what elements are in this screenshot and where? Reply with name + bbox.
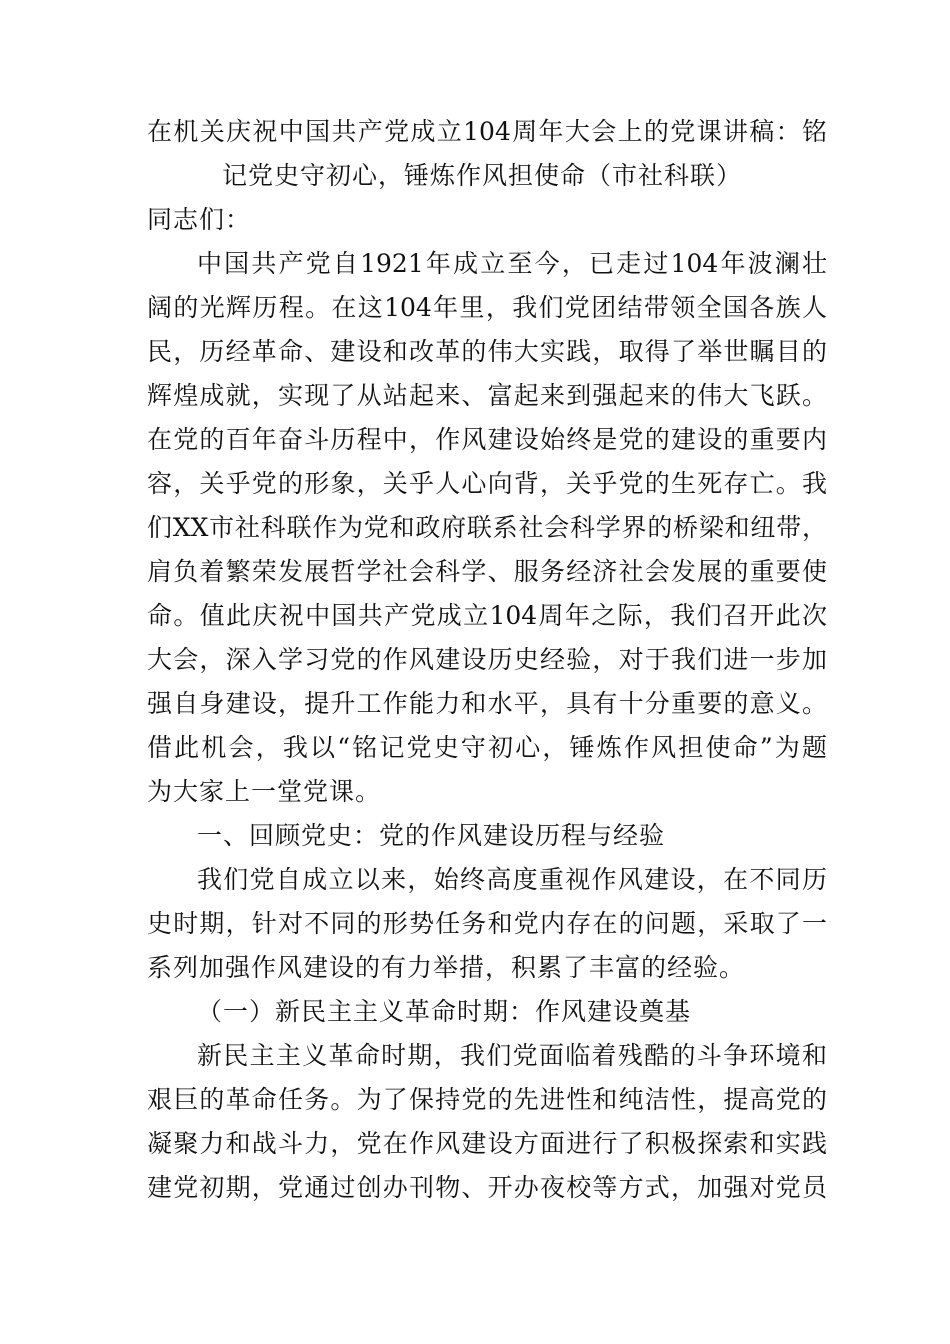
section-heading-1: 一、回顾党史：党的作风建设历程与经验 bbox=[197, 821, 666, 850]
paragraph-line: 新民主主义革命时期，我们党面临着残酷的斗争环境和 bbox=[197, 1041, 827, 1070]
paragraph-line: 强自身建设，提升工作能力和水平，具有十分重要的意义。 bbox=[147, 689, 827, 718]
paragraph-line: 在党的百年奋斗历程中，作风建设始终是党的建设的重要内 bbox=[147, 425, 827, 454]
paragraph-line: 借此机会，我以“铭记党史守初心，锤炼作风担使命”为题 bbox=[147, 733, 827, 762]
paragraph-line: 民，历经革命、建设和改革的伟大实践，取得了举世瞩目的 bbox=[147, 337, 827, 366]
paragraph-line: 阔的光辉历程。在这104年里，我们党团结带领全国各族人 bbox=[147, 293, 827, 322]
paragraph-line: 艰巨的革命任务。为了保持党的先进性和纯洁性，提高党的 bbox=[147, 1085, 827, 1114]
paragraph-line: 凝聚力和战斗力，党在作风建设方面进行了积极探索和实践 bbox=[147, 1129, 827, 1158]
paragraph-line: 容，关乎党的形象，关乎人心向背，关乎党的生死存亡。我 bbox=[147, 469, 827, 498]
paragraph-line: 建党初期，党通过创办刊物、开办夜校等方式，加强对党员 bbox=[147, 1173, 827, 1202]
paragraph-line: 为大家上一堂党课。 bbox=[147, 777, 382, 806]
subsection-heading-1: （一）新民主主义革命时期：作风建设奠基 bbox=[197, 997, 692, 1026]
paragraph-line: 们XX市社科联作为党和政府联系社会科学界的桥梁和纽带， bbox=[147, 513, 827, 542]
paragraph-line: 史时期，针对不同的形势任务和党内存在的问题，采取了一 bbox=[147, 909, 827, 938]
paragraph-line: 中国共产党自1921年成立至今，已走过104年波澜壮 bbox=[197, 249, 827, 278]
paragraph-line: 系列加强作风建设的有力举措，积累了丰富的经验。 bbox=[147, 953, 746, 982]
document-title-line-2: 记党史守初心，锤炼作风担使命（市社科联） bbox=[222, 161, 743, 190]
salutation: 同志们： bbox=[147, 205, 252, 234]
document-title-line-1: 在机关庆祝中国共产党成立104周年大会上的党课讲稿：铭 bbox=[147, 117, 827, 146]
paragraph-line: 我们党自成立以来，始终高度重视作风建设，在不同历 bbox=[197, 865, 827, 894]
paragraph-line: 辉煌成就，实现了从站起来、富起来到强起来的伟大飞跃。 bbox=[147, 381, 827, 410]
paragraph-line: 大会，深入学习党的作风建设历史经验，对于我们进一步加 bbox=[147, 645, 827, 674]
paragraph-line: 命。值此庆祝中国共产党成立104周年之际，我们召开此次 bbox=[147, 601, 827, 630]
paragraph-line: 肩负着繁荣发展哲学社会科学、服务经济社会发展的重要使 bbox=[147, 557, 827, 586]
